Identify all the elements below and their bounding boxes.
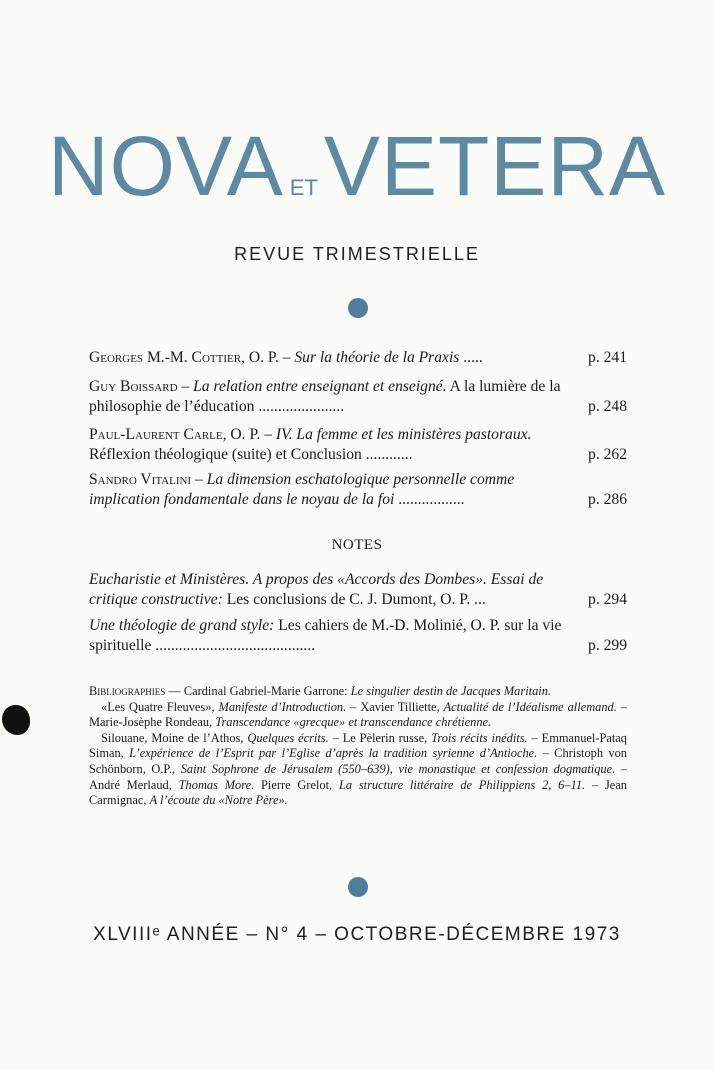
- biblio-title: La structure littéraire de Philippiens 2, 6–11.: [338, 777, 586, 792]
- note-title: Eucharistie et Ministères. A propos des «Accords des Dombes». Essai de critique constructive:: [89, 571, 544, 608]
- entry-author: Georges M.-M. Cottier: [89, 349, 242, 366]
- note-title: Une théologie de grand style:: [89, 617, 275, 634]
- note-rest: Les conclusions de C. J. Dumont, O. P.: [222, 591, 471, 608]
- note-page: p. 299: [588, 637, 627, 654]
- biblio-title: Thomas More.: [178, 777, 255, 792]
- entry-title: La relation entre enseignant et enseigné.: [193, 378, 447, 395]
- ornament-dot-top: [348, 298, 368, 318]
- title-et: ET: [289, 175, 318, 200]
- entry-author: Guy Boissard: [89, 378, 178, 395]
- entry-page: p. 241: [588, 349, 627, 366]
- biblio-title: Saint Sophrone de Jérusalem (550–639), vie monastique et confession dogmatique.: [180, 761, 616, 776]
- toc-entry-1: [89, 348, 627, 368]
- entry-rest: A la lumière de la philosophie de l’éducation: [89, 378, 561, 415]
- bibliographies: [89, 684, 627, 809]
- journal-title: [0, 118, 714, 215]
- title-vetera: VETERA: [323, 119, 667, 213]
- entry-suffix: –: [177, 378, 194, 395]
- notes-heading: NOTES: [331, 537, 383, 553]
- entry-rest: Réflexion théologique (suite) et Conclusion: [89, 446, 362, 463]
- biblio-title: Transcendance «grecque» et transcendance chrétienne.: [215, 715, 492, 730]
- entry-page: p. 286: [588, 491, 627, 508]
- entry-title: IV. La femme et les ministères pastoraux.: [275, 426, 532, 443]
- biblio-text: Pierre Grelot,: [254, 777, 339, 792]
- toc-entry-4: [89, 470, 627, 510]
- biblio-title: A l’écoute du «Notre Père».: [149, 793, 288, 808]
- note-leader: .........................................: [151, 637, 316, 654]
- biblio-title: Trois récits inédits.: [431, 730, 528, 745]
- biblio-text: – Marie-Josèphe Rondeau,: [89, 699, 627, 730]
- biblio-title: L’expérience de l’Esprit par l’Eglise d’après la tradition syrienne d’Antioche.: [129, 746, 538, 761]
- entry-leader: .................: [394, 491, 465, 508]
- subtitle: REVUE TRIMESTRIELLE: [234, 244, 480, 264]
- note-entry-2: [89, 616, 627, 656]
- issue-line: XLVIIIᵉ ANNÉE – N° 4 – OCTOBRE-DÉCEMBRE 1973: [93, 924, 621, 945]
- note-page: p. 294: [588, 591, 627, 608]
- entry-author: Sandro Vitalini: [89, 471, 192, 488]
- note-entry-1: [89, 570, 627, 610]
- entry-leader: ......................: [254, 398, 345, 415]
- biblio-title: Quelques écrits.: [247, 730, 329, 745]
- biblio-text: – Christoph von Schönborn, O.P.,: [89, 746, 628, 776]
- entry-leader: .....: [459, 349, 483, 366]
- entry-leader: ............: [361, 446, 413, 463]
- biblio-text: – Le Pèlerin russe,: [328, 730, 432, 745]
- biblio-title: Le singulier destin de Jacques Maritain.: [350, 684, 552, 698]
- entry-title: La dimension eschatologique personnelle comme implication fondamentale dans le noyau de la foi: [89, 471, 515, 508]
- note-rest: Les cahiers de M.-D. Molinié, O. P. sur la vie spirituelle: [89, 617, 562, 654]
- biblio-text: Silouane, Moine de l’Athos,: [101, 730, 248, 745]
- title-nova: NOVA: [47, 119, 284, 213]
- entry-title: Sur la théorie de la Praxis: [294, 349, 460, 366]
- toc-entry-2: [89, 377, 627, 417]
- biblio-text: – Jean Carmignac,: [89, 777, 627, 808]
- biblio-paragraph-3: [89, 731, 627, 809]
- biblio-paragraph-1: [89, 684, 627, 700]
- entry-page: p. 262: [588, 446, 627, 463]
- ornament-dot-bottom: [348, 877, 368, 897]
- entry-suffix: –: [191, 471, 207, 488]
- biblio-title: Manifeste d’Introduction.: [218, 699, 347, 714]
- biblio-text: «Les Quatre Fleuves»,: [101, 699, 219, 714]
- entry-suffix: , O. P. –: [222, 426, 276, 443]
- toc-entry-3: [89, 425, 627, 465]
- entry-author: Paul-Laurent Carle: [89, 426, 223, 443]
- entry-suffix: , O. P. –: [241, 349, 295, 366]
- biblio-text: — Cardinal Gabriel-Marie Garrone:: [165, 684, 351, 698]
- biblio-text: – Xavier Tilliette,: [346, 699, 444, 714]
- entry-page: p. 248: [588, 398, 627, 415]
- note-leader: ...: [470, 591, 486, 608]
- ink-blot: [2, 705, 30, 735]
- biblio-title: Actualité de l’Idéalisme allemand.: [443, 699, 617, 714]
- biblio-paragraph-2: [89, 700, 627, 731]
- biblio-text: – André Merlaud,: [89, 761, 627, 792]
- biblio-text: – Emmanuel-Pataq Siman,: [89, 730, 627, 761]
- biblio-label: Bibliographies: [89, 684, 166, 698]
